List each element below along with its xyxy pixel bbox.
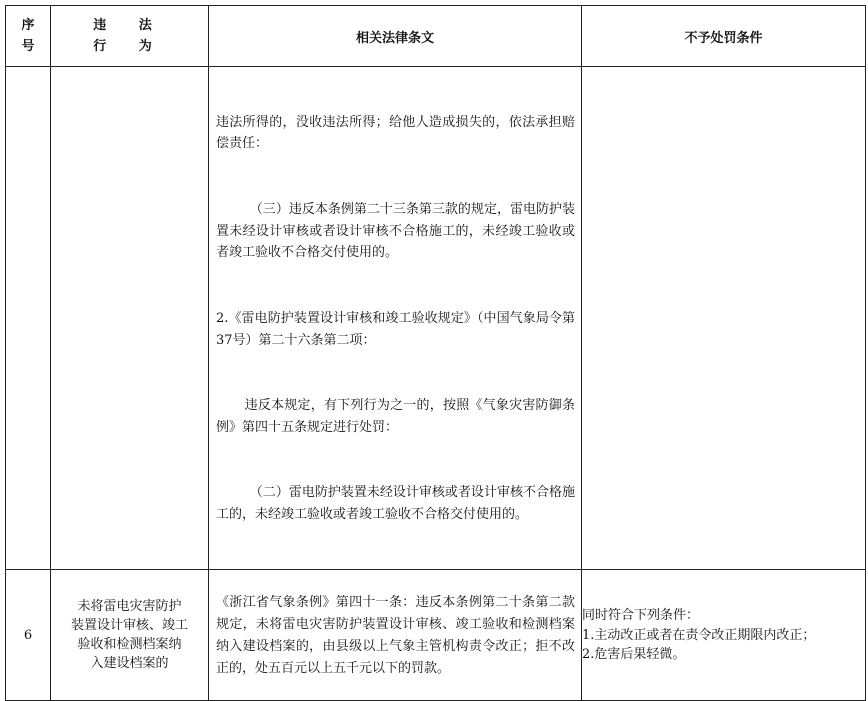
cell-condition-empty	[582, 67, 866, 570]
cell-condition	[582, 570, 866, 701]
cell-seq-empty	[6, 67, 51, 570]
header-violation-line-1: 违 法	[93, 18, 166, 33]
header-seq-line-1: 序	[21, 18, 35, 33]
cell-law	[209, 570, 582, 701]
violation-line: 验收和检测档案纳	[77, 637, 182, 653]
law-line: 违反本规定，有下列行为之一的，按照《气象灾害防御条例》第四十五条规定进行处罚：	[216, 397, 575, 435]
header-seq	[6, 6, 51, 67]
law-line: （二）雷电防护装置未经设计审核或者设计审核不合格施工的，未经竣工验收或者竣工验收不合格交付使用的。	[216, 485, 575, 522]
cell-violation	[51, 570, 209, 701]
law-line: 违法所得的，没收违法所得；给他人造成损失的，依法承担赔偿责任：	[216, 114, 575, 152]
law-line: （三）违反本条例第二十三条第三款的规定，雷电防护装置未经设计审核或者设计审核不合格施工的，未经竣工验收或者竣工验收不合格交付使用的。	[216, 201, 575, 261]
law-penalty-table	[5, 5, 866, 701]
header-law: 相关法律条文	[209, 6, 582, 67]
violation-line: 入建设档案的	[90, 656, 169, 672]
cell-seq: 6	[6, 570, 51, 701]
law-text: 《浙江省气象条例》第四十一条：违反本条例第二十条第二款规定，未将雷电灾害防护装置设计审核、竣工验收和检测档案纳入建设档案的，由县级以上气象主管机构责令改正；拒不改正的，处五百元以上五千元以下的罚款。	[216, 595, 575, 676]
table-row-continued	[6, 67, 866, 570]
header-seq-line-2: 号	[21, 39, 35, 54]
table-row-6	[6, 570, 866, 701]
header-condition: 不予处罚条件	[582, 6, 866, 67]
header-violation-line-2: 行 为	[93, 39, 166, 54]
law-line: 2.《雷电防护装置设计审核和竣工验收规定》（中国气象局令第37号）第二十六条第二项：	[216, 310, 575, 348]
condition-line: 同时符合下列条件：	[582, 608, 700, 624]
condition-line: 2.危害后果轻微。	[582, 647, 686, 663]
condition-line: 1.主动改正或者在责令改正期限内改正；	[582, 627, 816, 643]
header-row	[6, 6, 866, 67]
cell-violation-empty	[51, 67, 209, 570]
violation-line: 未将雷电灾害防护	[77, 599, 182, 615]
header-violation	[51, 6, 209, 67]
violation-line: 装置设计审核、竣工	[70, 618, 188, 634]
cell-law-continued	[209, 67, 582, 570]
